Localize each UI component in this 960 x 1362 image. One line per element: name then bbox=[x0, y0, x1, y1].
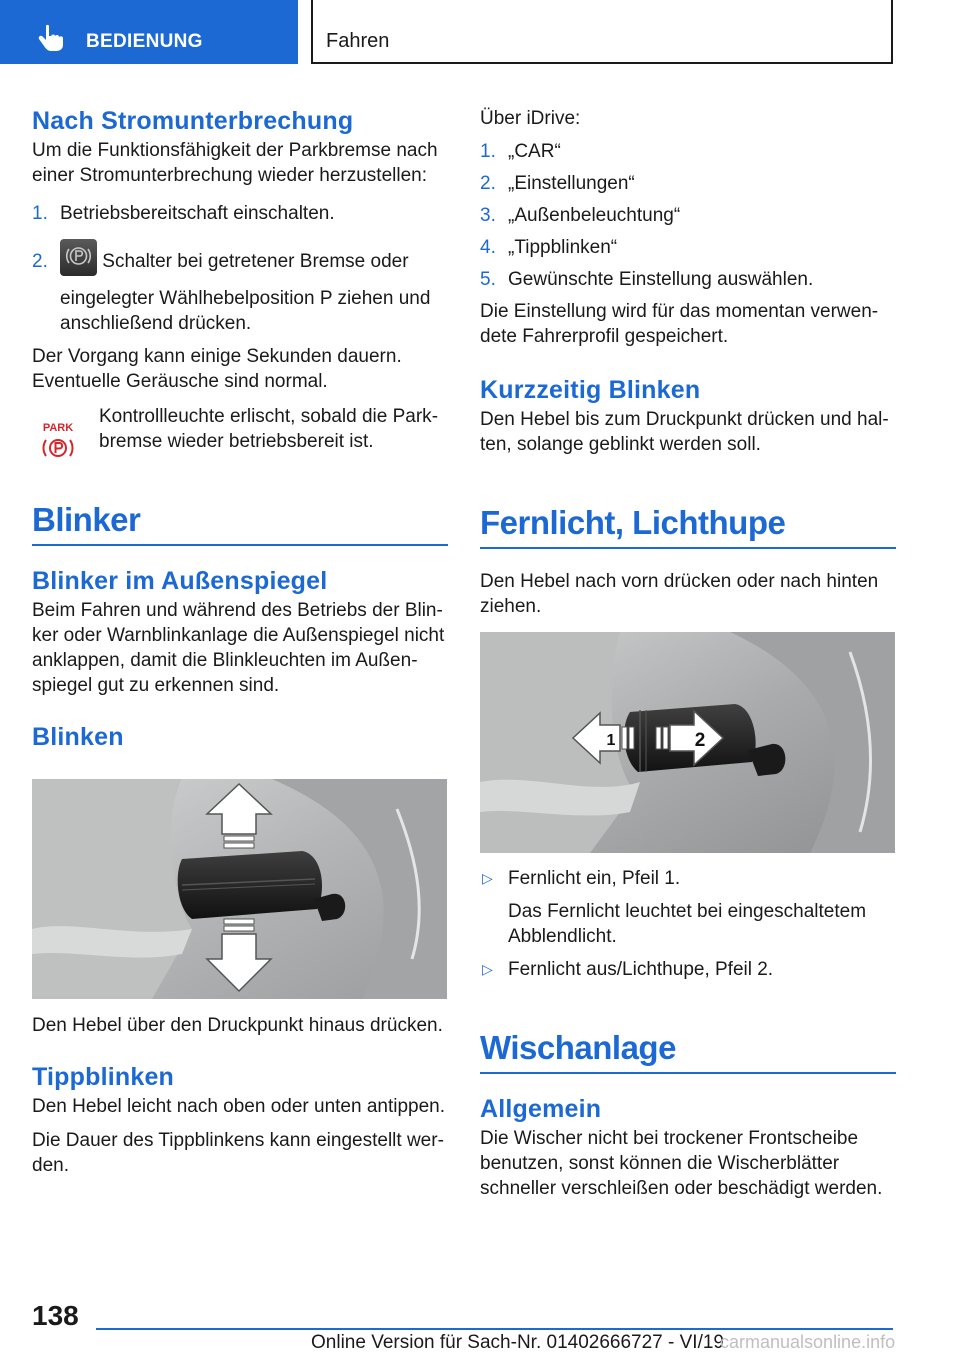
page-number: 138 bbox=[32, 1300, 79, 1331]
paragraph: Den Hebel bis zum Druckpunkt drücken und halten, solange geblinkt werden soll. bbox=[480, 409, 889, 455]
list-text: Betriebsbereitschaft einschalten. bbox=[60, 203, 335, 224]
section-heading: Nach Stromunterbrechung bbox=[32, 107, 354, 135]
blinker-lever-image bbox=[32, 779, 447, 999]
list-number: 4. bbox=[480, 237, 496, 258]
section-heading: Blinken bbox=[32, 723, 124, 751]
image-caption: Den Hebel über den Druckpunkt hinaus drücken. bbox=[32, 1015, 443, 1036]
list-text: „Einstellungen“ bbox=[508, 173, 635, 194]
section-heading: Tippblinken bbox=[32, 1063, 175, 1091]
section-heading: Blinker im Außenspiegel bbox=[32, 567, 328, 595]
list-text: Gewünschte Einstellung auswählen. bbox=[508, 269, 814, 290]
right-column bbox=[480, 106, 896, 619]
parking-brake-switch-icon bbox=[60, 239, 97, 276]
note-block bbox=[32, 404, 448, 454]
footer-watermark: carmanualsonline.info bbox=[720, 1332, 896, 1352]
list-text: „Tippblinken“ bbox=[508, 237, 618, 258]
list-item bbox=[32, 249, 448, 336]
list-text: Schalter bei getretener Bremse oder eingelegter Wählhebelposition P ziehen und anschließend drücken. bbox=[60, 251, 431, 334]
bullet-text: Fernlicht ein, Pfeil 1. bbox=[508, 868, 681, 889]
list-number: 1. bbox=[32, 203, 48, 224]
arrow-label: 2 bbox=[694, 730, 706, 751]
list-item bbox=[480, 139, 896, 164]
right-column-lower bbox=[480, 866, 896, 1201]
list-number: 2. bbox=[480, 173, 496, 194]
footer-rule bbox=[96, 1328, 893, 1330]
bullet-text: Fernlicht aus/Lichthupe, Pfeil 2. bbox=[508, 959, 774, 980]
chapter-heading: Blinker bbox=[32, 498, 448, 546]
list-item bbox=[480, 171, 896, 196]
chapter-heading: Fernlicht, Lichthupe bbox=[480, 501, 896, 549]
note-text: Kontrollleuchte erlischt, sobald die Parkbremse wieder betriebsbereit ist. bbox=[99, 406, 439, 452]
list-number: 5. bbox=[480, 269, 496, 290]
paragraph: Der Vorgang kann einige Sekunden dauern. Eventuelle Geräusche sind normal. bbox=[32, 346, 402, 392]
chapter-heading: Wischanlage bbox=[480, 1026, 896, 1074]
list-number: 1. bbox=[480, 141, 496, 162]
list-number: 3. bbox=[480, 205, 496, 226]
paragraph: Den Hebel nach vorn drücken oder nach hinten ziehen. bbox=[480, 571, 879, 617]
list-text: „CAR“ bbox=[508, 141, 561, 162]
section-tab[interactable] bbox=[0, 0, 298, 64]
list-item bbox=[32, 201, 448, 226]
arrow-label: 1 bbox=[606, 732, 616, 749]
triangle-bullet-icon: ▷ bbox=[482, 961, 493, 977]
section-heading: Allgemein bbox=[480, 1095, 602, 1123]
footer-online-version: Online Version für Sach-Nr. 01402666727 - VI/19 bbox=[311, 1332, 724, 1353]
hand-pointer-icon bbox=[38, 24, 64, 52]
bullet-item bbox=[480, 957, 896, 982]
list-item bbox=[480, 203, 896, 228]
bullet-subtext: Das Fernlicht leuchtet bei eingeschaltetem Abblendlicht. bbox=[508, 901, 867, 947]
park-warning-icon bbox=[40, 420, 76, 462]
left-column bbox=[32, 100, 448, 754]
list-text: „Außenbeleuchtung“ bbox=[508, 205, 681, 226]
paragraph: Die Wischer nicht bei trockener Frontscheibe benutzen, sonst können die Wischerblätter schneller verschleißen oder beschädigt werden. bbox=[480, 1128, 883, 1199]
chapter-tab-label: Fahren bbox=[326, 30, 390, 52]
list-number: 2. bbox=[32, 251, 48, 272]
park-label: PARK bbox=[42, 422, 74, 434]
bullet-item bbox=[480, 866, 896, 891]
triangle-bullet-icon: ▷ bbox=[482, 870, 493, 886]
paragraph: Die Einstellung wird für das momentan verwendete Fahrerprofil gespeichert. bbox=[480, 301, 879, 347]
paragraph: Den Hebel leicht nach oben oder unten antippen. bbox=[32, 1096, 446, 1117]
paragraph: Um die Funktionsfähigkeit der Parkbremse nach einer Stromunterbrechung wieder herzustellen: bbox=[32, 140, 438, 186]
paragraph: Beim Fahren und während des Betriebs der Blinker oder Warnblinkanlage die Außenspiegel nicht anklappen, damit die Blinkleuchten im Außenspiegel gut zu erkennen sind. bbox=[32, 600, 445, 696]
high-beam-lever-image bbox=[480, 632, 895, 853]
paragraph: Über iDrive: bbox=[480, 108, 581, 129]
list-item bbox=[480, 267, 896, 292]
list-item bbox=[480, 235, 896, 260]
section-heading: Kurzzeitig Blinken bbox=[480, 376, 701, 404]
section-tab-label: BEDIENUNG bbox=[86, 31, 203, 52]
paragraph: Die Dauer des Tippblinkens kann eingestellt werden. bbox=[32, 1130, 444, 1176]
left-column-lower bbox=[32, 1013, 448, 1178]
chapter-tab[interactable] bbox=[311, 0, 893, 64]
